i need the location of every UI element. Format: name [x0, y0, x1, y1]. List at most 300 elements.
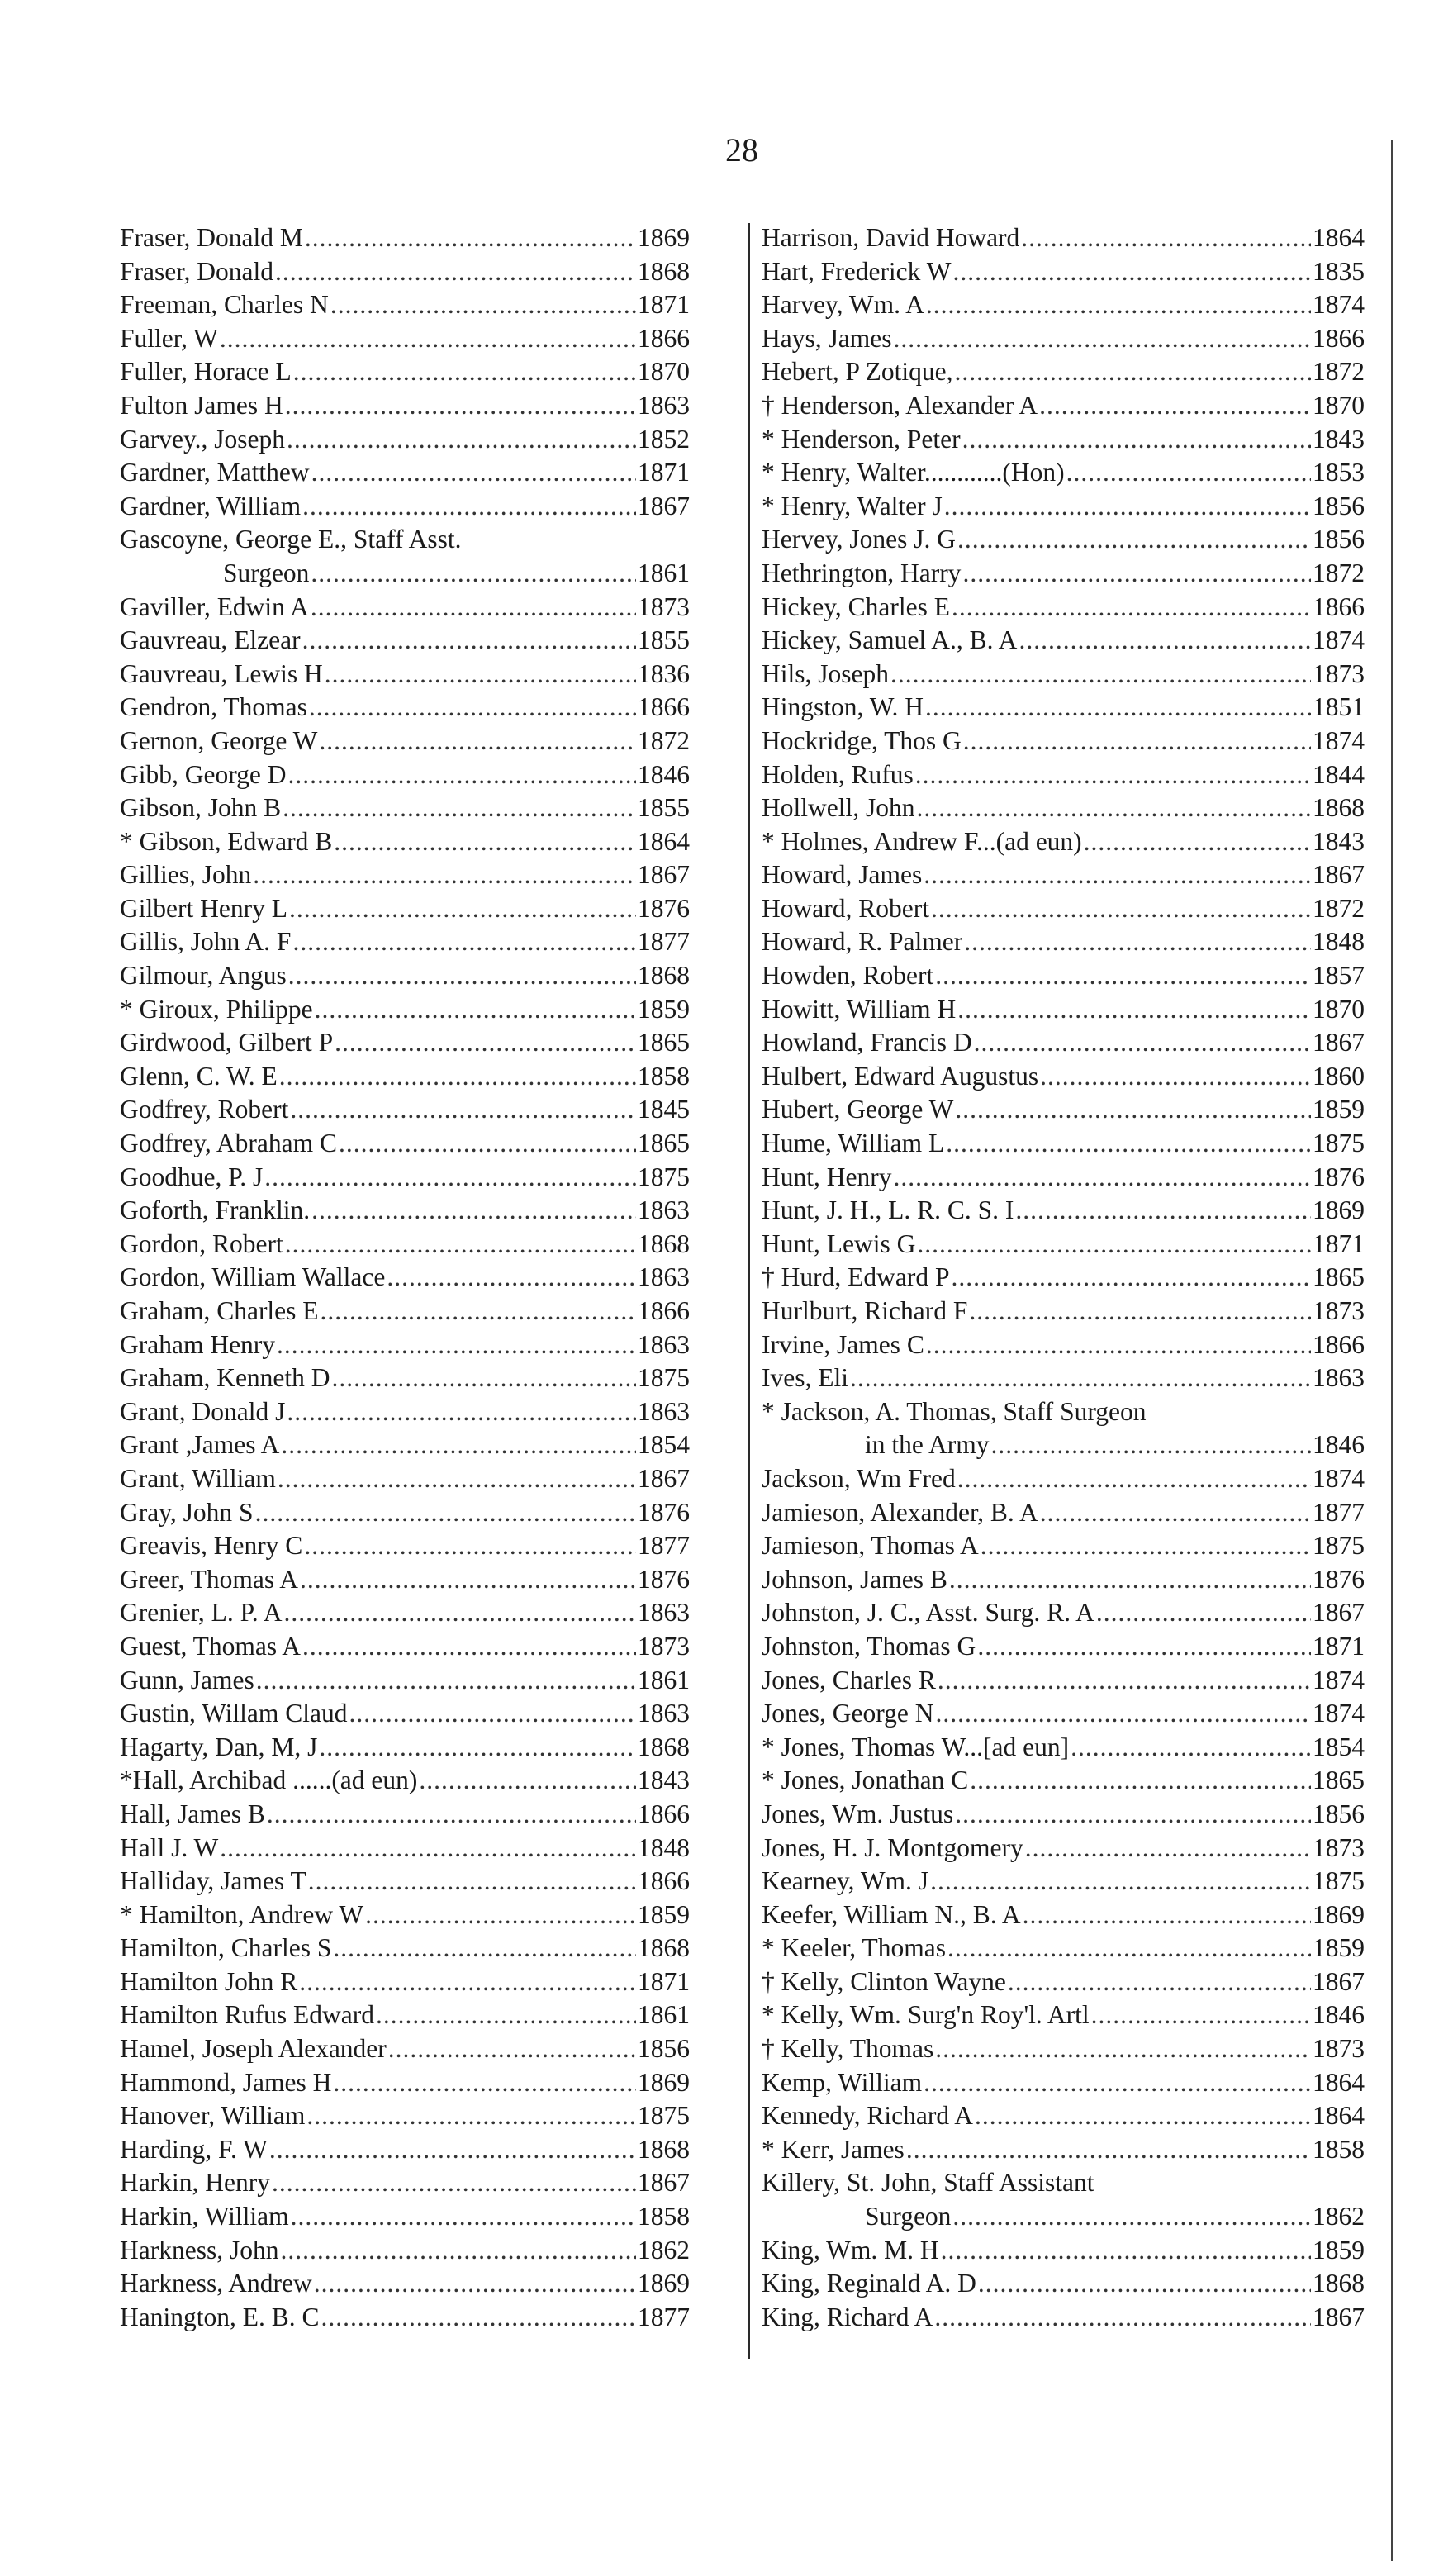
entry-name: Fraser, Donald M — [120, 223, 303, 252]
entry-year: 1867 — [1313, 1598, 1365, 1628]
entry-name: Gunn, James — [120, 1665, 254, 1694]
entry-year: 1873 — [638, 1631, 690, 1661]
leader-dots — [334, 825, 636, 859]
directory-entry — [762, 2267, 1365, 2301]
leader-dots — [319, 725, 636, 758]
leader-dots — [955, 355, 1311, 389]
entry-year: 1861 — [638, 558, 690, 587]
directory-entry — [762, 1596, 1365, 1630]
entry-year: 1873 — [1313, 2034, 1365, 2064]
leader-dots — [1025, 1832, 1311, 1865]
leader-dots — [291, 2200, 636, 2234]
leader-dots — [944, 490, 1311, 524]
entry-name: Graham, Kenneth D — [120, 1363, 330, 1393]
entry-name: Goodhue, P. J — [120, 1162, 264, 1191]
directory-entry — [120, 1328, 690, 1362]
entry-year: 1861 — [638, 1665, 690, 1694]
directory-entry — [120, 1697, 690, 1731]
leader-dots — [335, 1026, 636, 1060]
leader-dots — [283, 791, 636, 825]
directory-entry — [762, 1060, 1365, 1094]
entry-year: 1859 — [638, 1899, 690, 1929]
entry-year: 1852 — [638, 424, 690, 454]
entry-year: 1875 — [638, 2101, 690, 2131]
entry-name: Gillies, John — [120, 860, 252, 890]
entry-name: Kemp, William — [762, 2067, 923, 2097]
leader-dots — [281, 1428, 636, 1462]
entry-name: Fraser, Donald — [120, 256, 273, 286]
entry-name: Jones, Wm. Justus — [762, 1799, 954, 1828]
leader-dots — [1091, 1999, 1311, 2032]
leader-dots — [292, 925, 636, 959]
right-column — [762, 221, 1365, 2334]
entry-name: Howitt, William H — [762, 994, 957, 1024]
entry-year: 1873 — [1313, 1832, 1365, 1862]
entry-year: 1836 — [638, 658, 690, 688]
entry-name: * Kelly, Wm. Surg'n Roy'l. Artl — [762, 2000, 1090, 2030]
entry-name: † Hurd, Edward P — [762, 1262, 950, 1292]
directory-entry — [762, 1295, 1365, 1328]
directory-entry — [762, 1395, 1365, 1429]
leader-dots — [930, 1865, 1311, 1899]
directory-entry — [120, 691, 690, 725]
entry-name: * Keeler, Thomas — [762, 1933, 946, 1963]
entry-year: 1859 — [1313, 2235, 1365, 2265]
leader-dots — [926, 288, 1311, 322]
directory-entry — [120, 1731, 690, 1765]
entry-year: 1867 — [1313, 1028, 1365, 1057]
directory-entry — [762, 1798, 1365, 1832]
entry-name: Hubert, George W — [762, 1095, 954, 1124]
directory-entry — [120, 1228, 690, 1262]
entry-year: 1848 — [1313, 927, 1365, 957]
entry-name: Goforth, Franklin. — [120, 1195, 311, 1225]
leader-dots — [321, 2301, 637, 2335]
entry-year: 1857 — [1313, 961, 1365, 991]
directory-entry — [120, 1161, 690, 1195]
entry-year: 1866 — [1313, 1329, 1365, 1359]
leader-dots — [283, 1596, 636, 1630]
entry-year: 1865 — [638, 1028, 690, 1057]
entry-year: 1854 — [638, 1430, 690, 1460]
entry-year: 1866 — [638, 692, 690, 722]
entry-year: 1869 — [1313, 1195, 1365, 1225]
entry-year: 1858 — [638, 2202, 690, 2231]
entry-name: Jamieson, Alexander, B. A — [762, 1497, 1038, 1527]
entry-name: * Jones, Jonathan C — [762, 1766, 969, 1795]
directory-entry — [120, 2234, 690, 2268]
entry-name: Howard, Robert — [762, 893, 929, 923]
leader-dots — [978, 2267, 1311, 2301]
leader-dots — [387, 1261, 636, 1295]
leader-dots — [975, 2099, 1311, 2133]
entry-year: 1835 — [1313, 256, 1365, 286]
entry-year: 1843 — [1313, 424, 1365, 454]
directory-entry — [120, 2133, 690, 2167]
leader-dots — [264, 1161, 636, 1195]
directory-entry — [762, 1462, 1365, 1496]
leader-dots — [1019, 624, 1311, 658]
directory-entry — [762, 1161, 1365, 1195]
entry-name: Killery, St. John, Staff Assistant — [762, 2168, 1094, 2198]
directory-entry — [762, 1127, 1365, 1161]
entry-name: * Hamilton, Andrew W — [120, 1899, 364, 1929]
leader-dots — [955, 1798, 1311, 1832]
directory-entry — [762, 591, 1365, 625]
entry-year: 1875 — [1313, 1866, 1365, 1896]
leader-dots — [285, 389, 636, 423]
entry-name: Hamel, Joseph Alexander — [120, 2034, 387, 2064]
directory-entry — [120, 1596, 690, 1630]
leader-dots — [957, 1462, 1311, 1496]
directory-entry — [120, 892, 690, 926]
directory-entry — [762, 2032, 1365, 2066]
leader-dots — [289, 892, 636, 926]
directory-entry — [120, 1428, 690, 1462]
leader-dots — [333, 2066, 636, 2100]
directory-entry — [762, 1899, 1365, 1932]
directory-entry — [120, 1060, 690, 1094]
entry-year: 1871 — [1313, 1229, 1365, 1258]
leader-dots — [1008, 1965, 1311, 1999]
entry-name: Gordon, Robert — [120, 1229, 283, 1258]
leader-dots — [926, 1328, 1311, 1362]
leader-dots — [936, 1697, 1311, 1731]
entry-name: Hickey, Samuel A., B. A — [762, 625, 1018, 655]
entry-name: Harding, F. W — [120, 2134, 268, 2164]
entry-year: 1859 — [638, 994, 690, 1024]
leader-dots — [349, 1697, 636, 1731]
directory-entry — [120, 255, 690, 289]
entry-name: Jones, Charles R — [762, 1665, 936, 1694]
entry-name: Godfrey, Robert — [120, 1095, 289, 1124]
directory-entry — [762, 1563, 1365, 1597]
leader-dots — [955, 1093, 1311, 1127]
directory-entry — [762, 2301, 1365, 2335]
leader-dots — [977, 1630, 1311, 1664]
leader-dots — [969, 1295, 1311, 1328]
leader-dots — [333, 1932, 636, 1965]
entry-name: Glenn, C. W. E — [120, 1061, 278, 1091]
leader-dots — [272, 2166, 636, 2200]
entry-year: 1869 — [1313, 1899, 1365, 1929]
entry-year: 1861 — [638, 2000, 690, 2030]
entry-year: 1855 — [638, 793, 690, 823]
leader-dots — [1039, 389, 1311, 423]
directory-entry — [120, 959, 690, 993]
entry-name: Grant ,James A — [120, 1430, 280, 1460]
directory-entry — [120, 1865, 690, 1899]
directory-entry — [120, 1127, 690, 1161]
entry-year: 1868 — [1313, 2269, 1365, 2298]
entry-name: * Jones, Thomas W...[ad eun] — [762, 1732, 1070, 1761]
entry-name: Halliday, James T — [120, 1866, 306, 1896]
entry-name: * Jackson, A. Thomas, Staff Surgeon — [762, 1396, 1147, 1426]
entry-year: 1863 — [638, 1262, 690, 1292]
leader-dots — [293, 355, 636, 389]
directory-entry — [120, 758, 690, 792]
directory-entry — [762, 423, 1365, 457]
entry-year: 1843 — [1313, 826, 1365, 856]
entry-name: Howden, Robert — [762, 961, 934, 991]
directory-entry — [120, 591, 690, 625]
directory-entry — [762, 1630, 1365, 1664]
directory-entry — [120, 355, 690, 389]
entry-name: Harkin, Henry — [120, 2168, 270, 2198]
entry-name: *Hall, Archibad ......(ad eun) — [120, 1766, 418, 1795]
entry-year: 1863 — [638, 1699, 690, 1728]
directory-entry — [120, 523, 690, 557]
leader-dots — [924, 2066, 1311, 2100]
leader-dots — [311, 1194, 636, 1228]
leader-dots — [285, 1228, 636, 1262]
entry-year: 1864 — [1313, 2067, 1365, 2097]
directory-entry — [762, 993, 1365, 1027]
entry-name: Jackson, Wm Fred — [762, 1463, 956, 1493]
directory-entry — [120, 1496, 690, 1530]
entry-year: 1863 — [638, 1598, 690, 1628]
entry-name: Hunt, J. H., L. R. C. S. I — [762, 1195, 1014, 1225]
directory-entry — [762, 825, 1365, 859]
entry-name: Fuller, Horace L — [120, 357, 292, 387]
directory-entry — [762, 758, 1365, 792]
leader-dots — [893, 322, 1311, 356]
entry-name: Harkin, William — [120, 2202, 289, 2231]
entry-name: Harrison, David Howard — [762, 223, 1020, 252]
entry-year: 1846 — [638, 759, 690, 789]
leader-dots — [931, 892, 1311, 926]
leader-dots — [1015, 1194, 1311, 1228]
leader-dots — [935, 959, 1311, 993]
entry-year: 1874 — [1313, 625, 1365, 655]
entry-year: 1845 — [638, 1095, 690, 1124]
entry-name: King, Richard A — [762, 2302, 933, 2331]
directory-entry — [762, 2166, 1365, 2200]
entry-year: 1867 — [638, 860, 690, 890]
directory-entry — [762, 255, 1365, 289]
entry-year: 1877 — [1313, 1497, 1365, 1527]
directory-entry — [120, 490, 690, 524]
entry-name: Gustin, Willam Claud — [120, 1699, 348, 1728]
page-number: 28 — [725, 131, 758, 169]
leader-dots — [952, 255, 1311, 289]
leader-dots — [376, 1999, 636, 2032]
entry-name: Surgeon — [865, 2202, 952, 2231]
entry-name: Jones, H. J. Montgomery — [762, 1832, 1023, 1862]
directory-entry — [762, 2234, 1365, 2268]
directory-entry — [120, 2099, 690, 2133]
entry-year: 1865 — [1313, 1262, 1365, 1292]
directory-entry — [120, 925, 690, 959]
directory-entry — [762, 1428, 1365, 1462]
directory-entry — [120, 288, 690, 322]
leader-dots — [924, 858, 1311, 892]
entry-name: Hall, James B — [120, 1799, 265, 1828]
directory-entry — [762, 725, 1365, 758]
directory-entry — [120, 1529, 690, 1563]
entry-year: 1877 — [638, 927, 690, 957]
leader-dots — [279, 1060, 636, 1094]
entry-name: Grant, William — [120, 1463, 276, 1493]
entry-year: 1863 — [638, 390, 690, 420]
entry-year: 1867 — [1313, 860, 1365, 890]
entry-year: 1875 — [638, 1162, 690, 1191]
entry-name: Gilbert Henry L — [120, 893, 287, 923]
directory-entry — [120, 1093, 690, 1127]
entry-year: 1876 — [638, 1564, 690, 1594]
directory-entry — [120, 1899, 690, 1932]
directory-entry — [120, 2200, 690, 2234]
directory-entry — [762, 624, 1365, 658]
directory-entry — [762, 892, 1365, 926]
entry-name: Holden, Rufus — [762, 759, 914, 789]
directory-entry — [762, 456, 1365, 490]
leader-dots — [302, 1630, 636, 1664]
entry-name: Kennedy, Richard A — [762, 2101, 974, 2131]
directory-entry — [120, 1462, 690, 1496]
entry-year: 1876 — [1313, 1162, 1365, 1191]
leader-dots — [319, 1731, 636, 1765]
entry-year: 1872 — [1313, 357, 1365, 387]
entry-name: Hanington, E. B. C — [120, 2302, 320, 2331]
leader-dots — [949, 1563, 1311, 1597]
leader-dots — [275, 255, 636, 289]
directory-entry — [762, 1965, 1365, 1999]
directory-entry — [762, 858, 1365, 892]
entry-year: 1877 — [638, 1531, 690, 1561]
entry-name: Freeman, Charles N — [120, 290, 329, 320]
leader-dots — [1023, 1899, 1311, 1932]
entry-name: Hunt, Henry — [762, 1162, 892, 1191]
directory-entry — [120, 1395, 690, 1429]
leader-dots — [288, 959, 636, 993]
entry-name: Hebert, P Zotique, — [762, 357, 953, 387]
entry-name: Hollwell, John — [762, 793, 915, 823]
directory-entry — [120, 389, 690, 423]
entry-name: Hammond, James H — [120, 2067, 332, 2097]
directory-entry — [762, 1932, 1365, 1965]
directory-entry — [762, 322, 1365, 356]
leader-dots — [938, 1664, 1311, 1698]
entry-name: Hethrington, Harry — [762, 558, 962, 587]
directory-entry — [762, 658, 1365, 692]
directory-entry — [120, 1630, 690, 1664]
entry-year: 1864 — [1313, 223, 1365, 252]
entry-name: Howland, Francis D — [762, 1028, 972, 1057]
entry-year: 1851 — [1313, 692, 1365, 722]
leader-dots — [915, 758, 1311, 792]
entry-name: Hurlburt, Richard F — [762, 1296, 968, 1325]
directory-entry — [120, 221, 690, 255]
entry-name: Gibson, John B — [120, 793, 282, 823]
entry-name: * Henry, Walter J — [762, 491, 943, 520]
directory-entry — [762, 557, 1365, 591]
entry-year: 1871 — [638, 458, 690, 487]
entry-name: Howard, R. Palmer — [762, 927, 963, 957]
entry-year: 1872 — [1313, 893, 1365, 923]
entry-year: 1873 — [638, 592, 690, 621]
leader-dots — [302, 624, 636, 658]
leader-dots — [311, 456, 636, 490]
directory-entry — [762, 1261, 1365, 1295]
entry-year: 1863 — [638, 1329, 690, 1359]
entry-year: 1876 — [1313, 1564, 1365, 1594]
leader-dots — [299, 1965, 636, 1999]
entry-name: Gibb, George D — [120, 759, 287, 789]
entry-name: Gascoyne, George E., Staff Asst. — [120, 525, 462, 554]
directory-entry — [120, 2267, 690, 2301]
leader-dots — [1071, 1731, 1311, 1765]
leader-dots — [934, 2301, 1311, 2335]
entry-name: Hamilton Rufus Edward — [120, 2000, 374, 2030]
leader-dots — [287, 423, 636, 457]
entry-year: 1876 — [638, 1497, 690, 1527]
entry-name: Gardner, Matthew — [120, 458, 310, 487]
leader-dots — [321, 1295, 636, 1328]
entry-year: 1868 — [638, 1732, 690, 1761]
directory-entry — [762, 691, 1365, 725]
leader-dots — [893, 1161, 1311, 1195]
entry-name: Girdwood, Gilbert P — [120, 1028, 334, 1057]
entry-year: 1866 — [638, 323, 690, 353]
leader-dots — [1084, 825, 1311, 859]
entry-year: 1868 — [1313, 793, 1365, 823]
directory-entry — [120, 1295, 690, 1328]
directory-entry — [120, 1194, 690, 1228]
leader-dots — [253, 858, 636, 892]
entry-name: Garvey., Joseph — [120, 424, 286, 454]
entry-year: 1867 — [638, 491, 690, 520]
leader-dots — [917, 791, 1312, 825]
entry-name: Grenier, L. P. A — [120, 1598, 283, 1628]
directory-entry — [762, 1026, 1365, 1060]
directory-entry — [762, 1228, 1365, 1262]
leader-dots — [220, 322, 636, 356]
entry-year: 1868 — [638, 1229, 690, 1258]
entry-name: Johnson, James B — [762, 1564, 947, 1594]
leader-dots — [419, 1764, 636, 1798]
entry-name: Gillis, John A. F — [120, 927, 292, 957]
directory-entry — [120, 1932, 690, 1965]
leader-dots — [952, 2200, 1311, 2234]
leader-dots — [1096, 1596, 1311, 1630]
directory-entry — [762, 389, 1365, 423]
entry-name: Hervey, Jones J. G — [762, 525, 957, 554]
entry-name: † Kelly, Clinton Wayne — [762, 1966, 1006, 1996]
entry-year: 1868 — [638, 961, 690, 991]
entry-name: Fulton James H — [120, 390, 283, 420]
entry-name: Keefer, William N., B. A — [762, 1899, 1021, 1929]
directory-entry — [762, 355, 1365, 389]
entry-year: 1854 — [1313, 1732, 1365, 1761]
leader-dots — [1040, 1060, 1311, 1094]
entry-name: Johnston, J. C., Asst. Surg. R. A — [762, 1598, 1094, 1628]
entry-name: Graham Henry — [120, 1329, 276, 1359]
entry-name: † Henderson, Alexander A — [762, 390, 1038, 420]
entry-name: Godfrey, Abraham C — [120, 1129, 338, 1158]
directory-entry — [762, 2200, 1365, 2234]
leader-dots — [309, 691, 636, 725]
entry-year: 1866 — [638, 1799, 690, 1828]
entry-name: Howard, James — [762, 860, 923, 890]
directory-entry — [762, 1764, 1365, 1798]
entry-year: 1862 — [638, 2235, 690, 2265]
leader-dots — [388, 2032, 636, 2066]
entry-name: * Holmes, Andrew F...(ad eun) — [762, 826, 1082, 856]
directory-entry — [120, 2301, 690, 2335]
leader-dots — [981, 1529, 1311, 1563]
entry-year: 1874 — [1313, 1665, 1365, 1694]
